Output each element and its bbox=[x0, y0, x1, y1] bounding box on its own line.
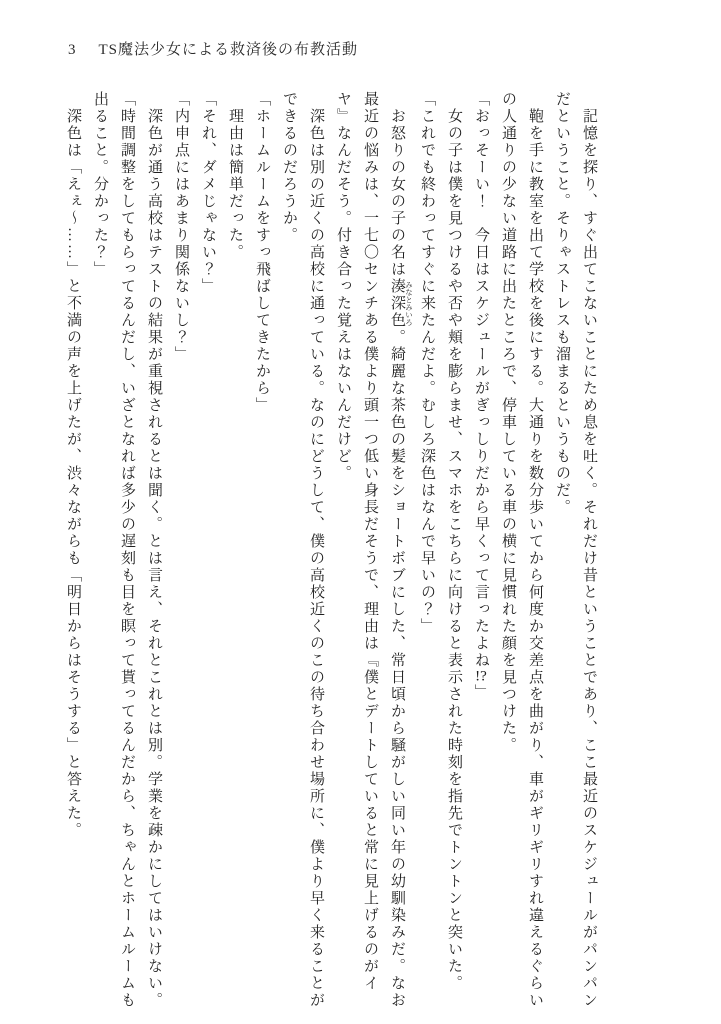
page-title: TS魔法少女による救済後の布教活動 bbox=[98, 42, 359, 58]
page-header bbox=[68, 38, 358, 59]
character-name-ruby bbox=[389, 278, 414, 329]
paragraph bbox=[329, 91, 413, 1013]
narration-text: お怒りの女の子の名は bbox=[389, 91, 405, 278]
page-number: 3 bbox=[68, 42, 77, 58]
paragraph-dialogue: 「ホームルームをすっ飛ばしてきたから」 bbox=[254, 91, 270, 414]
dialogue-text: 「おっそーい！ 今日はスケジュールがぎっしりだから早くって言ったよね bbox=[473, 91, 489, 669]
paragraph: 深色は別の近くの高校に通っている。なのにどうして、僕の高校近くのこの待ち合わせ場所に、僕より早く来ることができるのだろうか。 bbox=[281, 91, 324, 1009]
paragraph: 深色が通う高校はテストの結果が重視されるとは聞く。とは言え、それとこれとは別。学業を疎かにしてはいけない。 bbox=[146, 91, 162, 1009]
paragraph: 理由は簡単だった。 bbox=[227, 91, 243, 261]
paragraph: 鞄を手に教室を出て学校を後にする。大通りを数分歩いてから何度か交差点を曲がり、車がギリギリすれ違えるぐらいの人通りの少ない道路に出たところで、停車している車の横に見慣れた顔を見つけた。 bbox=[500, 91, 543, 1009]
paragraph: 女の子は僕を見つけるや否や頬を膨らませ、スマホをこちらに向けると表示された時刻を指先でトントンと突いた。 bbox=[446, 91, 462, 992]
paragraph-dialogue: 「それ、ダメじゃない？」 bbox=[200, 91, 216, 295]
narration-text: 。綺麗な茶色の髪をショートボブにした、常日頃から騒がしい同い年の幼馴染みだ。なお最近の悩みは、一七〇センチある僕より頭一つ低い身長だそうで、理由は『僕とデートしていると常に見上げるのがイヤ』なんだそう。付き合った覚えはないんだけど。 bbox=[335, 91, 405, 1009]
dialogue-close: 」 bbox=[473, 684, 489, 701]
paragraph: 深色は「えぇ～……」と不満の声を上げたが、渋々ながらも「明日からはそうする」と答えた。 bbox=[65, 91, 81, 839]
ruby-furigana: みなとみいろ bbox=[404, 278, 414, 329]
paragraph-dialogue: 「時間調整をしてもらってるんだし、いざとなれば多少の遅刻も目を瞑って貰ってるんだから、ちゃんとホームルームも出ること。分かった？」 bbox=[92, 91, 135, 1009]
tate-chu-yoko: !? bbox=[475, 669, 487, 684]
paragraph-dialogue bbox=[467, 91, 494, 1013]
paragraph: 記憶を探り、すぐ出てこないことにため息を吐く。それだけ昔ということであり、ここ最近のスケジュールがパンパンだということ。そりゃストレスも溜まるというものだ。 bbox=[554, 91, 597, 1009]
paragraph-dialogue: 「内申点にはあまり関係ないし？」 bbox=[173, 91, 189, 363]
ruby-base: 湊深色 bbox=[389, 278, 405, 329]
vertical-text-body bbox=[46, 91, 602, 1013]
paragraph-dialogue: 「これでも終わってすぐに来たんだよ。むしろ深色はなんで早いの？」 bbox=[419, 91, 435, 635]
